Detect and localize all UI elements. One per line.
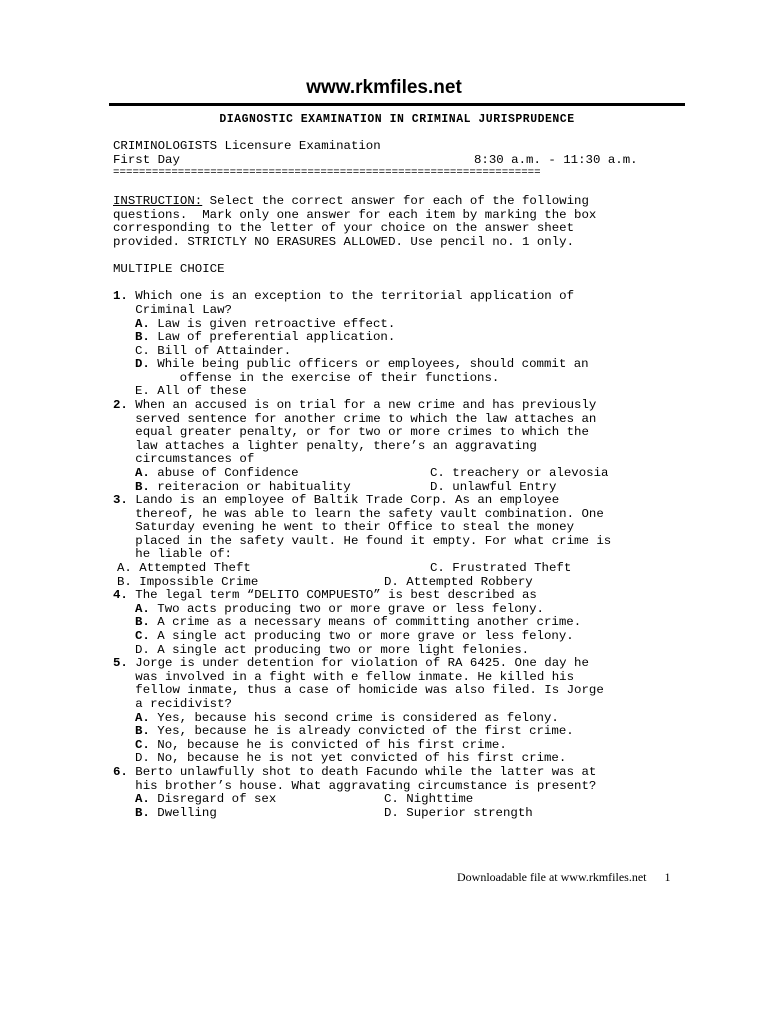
q1-option-d: D. While being public officers or employees, should commit an: [135, 357, 589, 371]
exam-title: DIAGNOSTIC EXAMINATION IN CRIMINAL JURISPRUDENCE: [219, 113, 575, 126]
question-2-cont-2: equal greater penalty, or for two or more crimes to which the: [113, 425, 589, 439]
question-3-cont-1: thereof, he was able to learn the safety vault combination. One: [113, 507, 604, 521]
footer-text: Downloadable file at www.rkmfiles.net: [457, 870, 647, 884]
section-heading: MULTIPLE CHOICE: [113, 262, 225, 276]
q5-option-a: A. Yes, because his second crime is considered as felony.: [135, 711, 559, 725]
question-5-cont-1: was involved in a fight with e fellow inmate. He killed his: [113, 670, 575, 684]
q6-option-c: C. Nighttime: [384, 792, 474, 806]
q3-option-b: B. Impossible Crime: [117, 575, 259, 589]
question-2-cont-3: law attaches a lighter penalty, there’s an aggravating: [113, 439, 537, 453]
instruction-line-1: INSTRUCTION: Select the correct answer for each of the following: [113, 194, 589, 208]
q4-option-d: D. A single act producing two or more light felonies.: [135, 643, 530, 657]
q6-option-a: A. Disregard of sex: [135, 792, 277, 806]
instruction-line-3: corresponding to the letter of your choice on the answer sheet: [113, 221, 575, 235]
question-3: 3. Lando is an employee of Baltik Trade Corp. As an employee: [113, 493, 560, 507]
q5-option-d: D. No, because he is not yet convicted of his first crime.: [135, 751, 567, 765]
question-5: 5. Jorge is under detention for violation of RA 6425. One day he: [113, 656, 589, 670]
question-3-cont-3: placed in the safety vault. He found it empty. For what crime is: [113, 534, 612, 548]
site-header: www.rkmfiles.net: [306, 77, 462, 98]
question-3-cont-4: he liable of:: [113, 547, 232, 561]
q5-option-c: C. No, because he is convicted of his first crime.: [135, 738, 507, 752]
exam-time: 8:30 a.m. - 11:30 a.m.: [474, 153, 638, 167]
q3-option-d: D. Attempted Robbery: [384, 575, 533, 589]
footer: [457, 870, 671, 885]
q2-option-c: C. treachery or alevosia: [430, 466, 609, 480]
q1-option-b: B. Law of preferential application.: [135, 330, 396, 344]
q1-option-d-cont: offense in the exercise of their functions.: [135, 371, 500, 385]
question-6-cont-1: his brother’s house. What aggravating circumstance is present?: [113, 779, 597, 793]
instruction-line-4: provided. STRICTLY NO ERASURES ALLOWED. Use pencil no. 1 only.: [113, 235, 575, 249]
question-1: 1. Which one is an exception to the territorial application of: [113, 289, 575, 303]
q1-option-e: E. All of these: [135, 384, 247, 398]
header-rule: [109, 103, 685, 106]
q2-option-b: B. reiteracion or habituality: [135, 480, 351, 494]
instruction-label: INSTRUCTION:: [113, 194, 203, 208]
question-2-cont-1: served sentence for another crime to which the law attaches an: [113, 412, 597, 426]
q4-option-b: B. A crime as a necessary means of committing another crime.: [135, 615, 582, 629]
question-2: 2. When an accused is on trial for a new crime and has previously: [113, 398, 597, 412]
question-5-cont-3: a recidivist?: [113, 697, 232, 711]
q5-option-b: B. Yes, because he is already convicted of the first crime.: [135, 724, 574, 738]
question-5-cont-2: fellow inmate, thus a case of homicide was also filed. Is Jorge: [113, 683, 604, 697]
q3-option-c: C. Frustrated Theft: [430, 561, 572, 575]
q6-option-b: B. Dwelling: [135, 806, 217, 820]
page-number: 1: [664, 870, 671, 884]
question-3-cont-2: Saturday evening he went to their Office to steal the money: [113, 520, 575, 534]
exam-name: CRIMINOLOGISTS Licensure Examination: [113, 139, 381, 153]
q2-option-a: A. abuse of Confidence: [135, 466, 299, 480]
exam-day: First Day: [113, 153, 180, 167]
q4-option-c: C. A single act producing two or more grave or less felony.: [135, 629, 574, 643]
q6-option-d: D. Superior strength: [384, 806, 533, 820]
question-1-cont: Criminal Law?: [113, 303, 232, 317]
question-6: 6. Berto unlawfully shot to death Facundo while the latter was at: [113, 765, 597, 779]
q1-option-c: C. Bill of Attainder.: [135, 344, 292, 358]
separator: ==================================================================: [113, 167, 541, 179]
instruction-line-2: questions. Mark only one answer for each item by marking the box: [113, 208, 597, 222]
question-4: 4. The legal term “DELITO COMPUESTO” is best described as: [113, 588, 537, 602]
question-2-cont-4: circumstances of: [113, 452, 255, 466]
q4-option-a: A. Two acts producing two or more grave or less felony.: [135, 602, 544, 616]
q2-option-d: D. unlawful Entry: [430, 480, 557, 494]
q1-option-a: A. Law is given retroactive effect.: [135, 317, 396, 331]
q3-option-a: A. Attempted Theft: [117, 561, 251, 575]
